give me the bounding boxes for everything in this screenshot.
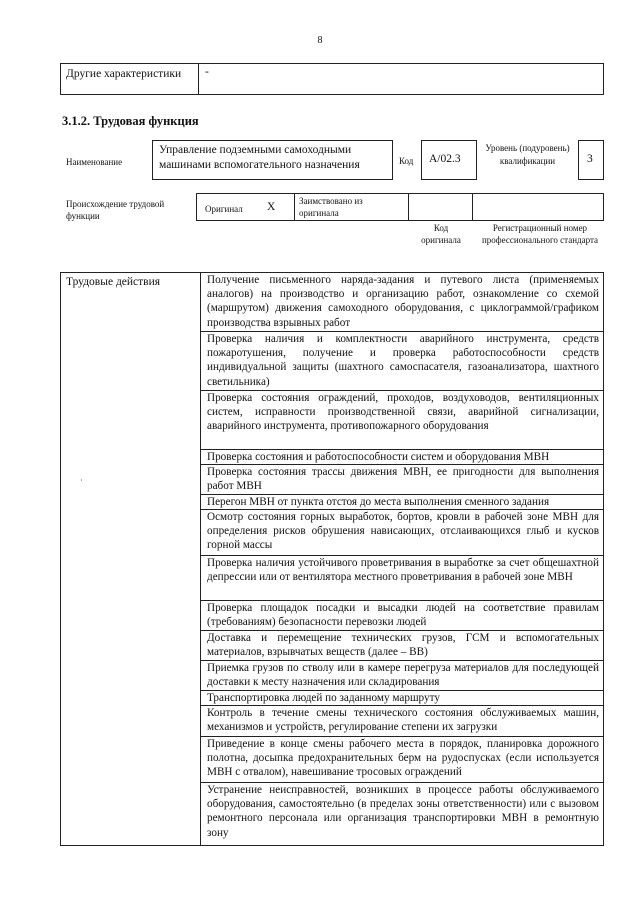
borrowed-label: Заимствовано из оригинала: [299, 196, 363, 218]
name-label: Наименование: [66, 157, 123, 167]
origin-label: Происхождение трудовой функции: [66, 199, 165, 221]
original-code-caption: Код оригинала: [421, 223, 461, 245]
list-item: Проверка состояния ограждений, проходов, воздуховодов, вентиляционных систем, исправности производственной связи, аварийной сигнализации, аварийного инструмента, противопожарного оборудования: [201, 391, 603, 450]
list-item: Контроль в течение смены технического состояния обслуживаемых машин, механизмов и устройств, регулирование степени их загрузки: [201, 706, 603, 737]
other-characteristics-label: Другие характеристики: [66, 68, 182, 80]
list-item: Перегон МВН от пункта отстоя до места выполнения сменного задания: [201, 495, 603, 510]
list-item: Проверка состояния трассы движения МВН, ее пригодности для выполнения работ МВН: [201, 465, 603, 495]
list-item: Получение письменного наряда-задания и путевого листа (применяемых аналогов) на производство и организацию работ, ознакомление со схемой (маршрутом) движения самоходного оборудования, с циклограммой/графиком производства взрывных работ: [201, 273, 603, 332]
reg-number-caption: Регистрационный номер профессионального стандарта: [481, 223, 599, 245]
labor-actions-label: Трудовые действия: [66, 276, 161, 288]
list-item: Транспортировка людей по заданному маршруту: [201, 691, 603, 706]
list-item: Доставка и перемещение технических грузов, ГСМ и вспомогательных материалов, взрывчатых веществ (далее – ВВ): [201, 631, 603, 661]
list-item: Проверка наличия и комплектности аварийного инструмента, средств пожаротушения, получение и проверка работоспособности средств индивидуальной защиты (шахтного самоспасателя, газоанализатора, шахтного светильника): [201, 332, 603, 391]
section-title: 3.1.2. Трудовая функция: [62, 114, 199, 128]
page-number: 8: [317, 35, 323, 46]
list-item: Проверка наличия устойчивого проветривания в выработке за счет общешахтной депрессии или от вентилятора местного проветривания в рабочей зоне МВН: [201, 556, 603, 601]
list-item: Устранение неисправностей, возникших в процессе работы обслуживаемого оборудования, самостоятельно (в пределах зоны ответственности) или с вызовом ремонтного персонала или организация транспортировки МВН в ремонтную зону: [207, 784, 599, 839]
code-label: Код: [399, 156, 414, 166]
code-value: А/02.3: [429, 153, 461, 165]
dot-mark: ·: [80, 476, 83, 485]
name-value: Управление подземными самоходными машинами вспомогательного назначения: [159, 144, 360, 171]
original-mark: X: [267, 201, 276, 213]
origin-divider: [472, 193, 473, 221]
level-value: 3: [587, 153, 593, 165]
list-item: Проверка площадок посадки и высадки людей на соответствие правилам (требованиям) безопасности перевозки людей: [201, 601, 603, 631]
list-item: Проверка состояния и работоспособности систем и оборудования МВН: [201, 450, 603, 465]
list-item: Приемка грузов по стволу или в камере перегруза материалов для последующей доставки к месту назначения или складирования: [201, 661, 603, 691]
level-label: Уровень (подуровень) квалификации: [485, 143, 570, 166]
other-characteristics-value: -: [205, 66, 209, 78]
original-label: Оригинал: [205, 204, 243, 214]
list-item: Осмотр состояния горных выработок, бортов, кровли в рабочей зоне МВН для определения рисков обрушения нависающих, отслаивающихся глыб и кусков горной массы: [201, 510, 603, 556]
origin-divider: [408, 193, 409, 221]
list-item: Приведение в конце смены рабочего места в порядок, планировка дорожного полотна, досыпка предохранительных берм на рудоспусках (если используется МВН с отвалом), навешивание тросовых ограждений: [201, 737, 603, 783]
table-divider: [198, 63, 199, 95]
origin-divider: [294, 193, 295, 221]
